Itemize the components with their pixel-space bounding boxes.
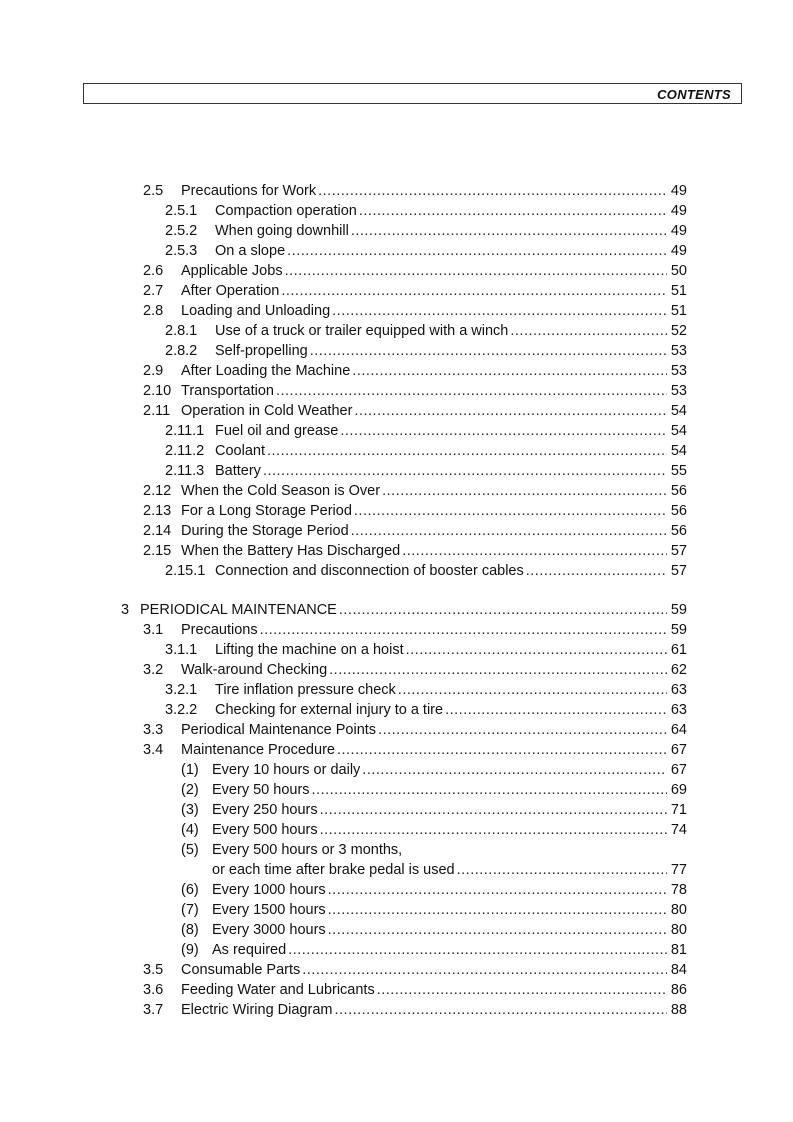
toc-leader-dots <box>263 461 667 481</box>
toc-leader-dots <box>402 541 667 561</box>
toc-entry-title: Operation in Cold Weather <box>181 403 353 419</box>
toc-entry-number: 3.6 <box>143 982 164 998</box>
toc-entry-title: PERIODICAL MAINTENANCE <box>140 602 337 618</box>
toc-entry-title: Consumable Parts <box>181 962 301 978</box>
toc-entry-title: As required <box>212 942 287 958</box>
toc-entry <box>165 341 687 361</box>
toc-entry-number: 2.5.2 <box>165 223 198 239</box>
toc-entry <box>121 600 687 620</box>
toc-entry-number: 2.7 <box>143 283 164 299</box>
toc-entry-page: 51 <box>670 283 687 299</box>
toc-leader-dots <box>406 640 667 660</box>
toc-entry <box>212 860 687 880</box>
toc-entry-page: 86 <box>670 982 687 998</box>
toc-entry-title: Every 1000 hours <box>212 882 326 898</box>
toc-leader-dots <box>288 940 667 960</box>
toc-leader-dots <box>351 521 667 541</box>
contents-header <box>83 83 742 104</box>
toc-entry-page: 56 <box>670 483 687 499</box>
toc-entry <box>143 720 687 740</box>
toc-leader-dots <box>320 820 667 840</box>
toc-entry-page: 57 <box>670 543 687 559</box>
toc-entry <box>143 281 687 301</box>
toc-leader-dots <box>362 760 667 780</box>
toc-leader-dots <box>526 561 667 581</box>
toc-entry-number: 2.5.1 <box>165 203 198 219</box>
toc-entry-number: (3) <box>181 802 199 818</box>
toc-entry <box>181 820 687 840</box>
toc-entry-title: Fuel oil and grease <box>215 423 339 439</box>
toc-leader-dots <box>351 221 667 241</box>
toc-entry-page: 80 <box>670 902 687 918</box>
toc-entry-number: (2) <box>181 782 199 798</box>
toc-entry-title: After Operation <box>181 283 280 299</box>
toc-entry-number: (9) <box>181 942 199 958</box>
toc-entry <box>165 221 687 241</box>
toc-entry-number: 2.5 <box>143 183 164 199</box>
toc-entry-page: 64 <box>670 722 687 738</box>
toc-entry-number: 2.8.2 <box>165 343 198 359</box>
toc-entry <box>143 541 687 561</box>
toc-entry-page: 54 <box>670 423 687 439</box>
toc-entry <box>165 680 687 700</box>
toc-entry <box>181 760 687 780</box>
toc-entry-page: 53 <box>670 363 687 379</box>
toc-leader-dots <box>267 441 667 461</box>
toc-entry-page: 54 <box>670 443 687 459</box>
toc-entry-title: Every 50 hours <box>212 782 310 798</box>
toc-entry <box>165 461 687 481</box>
toc-entry-title: When going downhill <box>215 223 349 239</box>
toc-entry-page: 49 <box>670 223 687 239</box>
toc-leader-dots <box>276 381 667 401</box>
toc-entry <box>143 481 687 501</box>
toc-entry <box>165 640 687 660</box>
toc-entry-title: Coolant <box>215 443 265 459</box>
toc-entry-title: Checking for external injury to a tire <box>215 702 444 718</box>
toc-entry <box>165 700 687 720</box>
toc-entry-number: 2.11.1 <box>165 423 205 439</box>
toc-entry <box>181 840 687 860</box>
toc-entry-page: 54 <box>670 403 687 419</box>
toc-entry <box>165 201 687 221</box>
toc-entry-number: 2.6 <box>143 263 164 279</box>
toc-entry-number: 2.5.3 <box>165 243 198 259</box>
toc-entry <box>181 800 687 820</box>
toc-leader-dots <box>320 800 667 820</box>
toc-entry <box>143 501 687 521</box>
toc-entry-title: Maintenance Procedure <box>181 742 335 758</box>
toc-entry-title: After Loading the Machine <box>181 363 351 379</box>
toc-entry-title: Self-propelling <box>215 343 308 359</box>
toc-entry <box>181 920 687 940</box>
toc-entry-title: Every 10 hours or daily <box>212 762 361 778</box>
toc-entry-number: (8) <box>181 922 199 938</box>
toc-entry-page: 56 <box>670 503 687 519</box>
toc-entry-page: 62 <box>670 662 687 678</box>
toc-entry <box>143 660 687 680</box>
toc-entry-number: 2.9 <box>143 363 164 379</box>
toc-entry <box>181 780 687 800</box>
toc-entry <box>165 561 687 581</box>
toc-entry <box>143 261 687 281</box>
toc-entry <box>181 900 687 920</box>
toc-entry <box>181 940 687 960</box>
toc-entry-number: 2.11.2 <box>165 443 205 459</box>
toc-entry-page: 88 <box>670 1002 687 1018</box>
toc-entry <box>165 441 687 461</box>
toc-leader-dots <box>312 780 667 800</box>
toc-entry-number: 2.11 <box>143 403 171 419</box>
toc-entry-page: 59 <box>670 622 687 638</box>
toc-entry-page: 63 <box>670 682 687 698</box>
toc-leader-dots <box>398 680 667 700</box>
toc-entry-title: Every 3000 hours <box>212 922 326 938</box>
toc-entry <box>165 321 687 341</box>
toc-entry-title: On a slope <box>215 243 286 259</box>
toc-leader-dots <box>302 960 667 980</box>
toc-leader-dots <box>260 620 667 640</box>
toc-entry-page: 49 <box>670 183 687 199</box>
toc-entry-number: 2.15.1 <box>165 563 206 579</box>
toc-entry-title: Use of a truck or trailer equipped with a winch <box>215 323 509 339</box>
toc-entry-page: 67 <box>670 742 687 758</box>
toc-leader-dots <box>340 421 667 441</box>
toc-entry-number: (4) <box>181 822 199 838</box>
toc-leader-dots <box>339 600 667 620</box>
toc-entry-page: 67 <box>670 762 687 778</box>
toc-entry-title: Every 250 hours <box>212 802 318 818</box>
toc-entry-number: 2.10 <box>143 383 172 399</box>
toc-entry-page: 69 <box>670 782 687 798</box>
toc-entry-title: Tire inflation pressure check <box>215 682 396 698</box>
toc-entry-number: 2.11.3 <box>165 463 205 479</box>
toc-entry-number: 3.1.1 <box>165 642 198 658</box>
toc-entry <box>143 381 687 401</box>
toc-entry-title: During the Storage Period <box>181 523 349 539</box>
toc-leader-dots <box>332 301 667 321</box>
toc-entry-page: 56 <box>670 523 687 539</box>
toc-entry <box>143 960 687 980</box>
toc-leader-dots <box>510 321 667 341</box>
toc-entry-title: Feeding Water and Lubricants <box>181 982 375 998</box>
toc-leader-dots <box>328 920 667 940</box>
toc-entry-page: 77 <box>670 862 687 878</box>
toc-entry-title: Compaction operation <box>215 203 357 219</box>
toc-entry-title: Applicable Jobs <box>181 263 283 279</box>
toc-entry <box>143 620 687 640</box>
toc-entry <box>143 521 687 541</box>
toc-entry-page: 57 <box>670 563 687 579</box>
toc-entry-page: 80 <box>670 922 687 938</box>
toc-entry-number: 2.8.1 <box>165 323 198 339</box>
toc-entry <box>143 1000 687 1020</box>
toc-entry-title: Lifting the machine on a hoist <box>215 642 404 658</box>
toc-entry-number: (5) <box>181 842 199 858</box>
toc-entry-title: Battery <box>215 463 261 479</box>
toc-entry-number: (7) <box>181 902 199 918</box>
toc-leader-dots <box>354 501 667 521</box>
toc-entry-number: 3.4 <box>143 742 164 758</box>
toc-entry-page: 49 <box>670 243 687 259</box>
header-title: CONTENTS <box>657 87 731 102</box>
toc-leader-dots <box>328 880 667 900</box>
toc-leader-dots <box>337 740 667 760</box>
toc-entry-title: Precautions <box>181 622 258 638</box>
toc-entry-page: 71 <box>670 802 687 818</box>
toc-entry-page: 61 <box>670 642 687 658</box>
toc-entry <box>143 361 687 381</box>
toc-entry <box>143 740 687 760</box>
toc-entry-number: 2.14 <box>143 523 172 539</box>
toc-leader-dots <box>377 980 667 1000</box>
toc-entry-number: 3.7 <box>143 1002 164 1018</box>
toc-leader-dots <box>285 261 667 281</box>
toc-entry-number: 3.2.1 <box>165 682 198 698</box>
toc-entry-page: 84 <box>670 962 687 978</box>
toc-entry-title: Loading and Unloading <box>181 303 331 319</box>
toc-entry-title: Walk-around Checking <box>181 662 328 678</box>
toc-entry-page: 53 <box>670 383 687 399</box>
toc-entry-page: 53 <box>670 343 687 359</box>
toc-entry-number: 2.15 <box>143 543 172 559</box>
toc-entry <box>143 301 687 321</box>
toc-entry-title: Every 1500 hours <box>212 902 326 918</box>
toc-entry-number: 2.13 <box>143 503 172 519</box>
toc-entry-title: Transportation <box>181 383 274 399</box>
toc-leader-dots <box>328 900 667 920</box>
toc-entry-title: Electric Wiring Diagram <box>181 1002 333 1018</box>
toc-entry-page: 51 <box>670 303 687 319</box>
toc-entry-page: 81 <box>670 942 687 958</box>
toc-entry-title: or each time after brake pedal is used <box>212 862 455 878</box>
toc-entry-page: 74 <box>670 822 687 838</box>
toc-entry-title: Periodical Maintenance Points <box>181 722 377 738</box>
toc-leader-dots <box>329 660 667 680</box>
toc-entry-page: 78 <box>670 882 687 898</box>
toc-leader-dots <box>354 401 667 421</box>
toc-entry-number: (1) <box>181 762 199 778</box>
toc-leader-dots <box>457 860 667 880</box>
toc-entry <box>165 421 687 441</box>
toc-entry-title: When the Battery Has Discharged <box>181 543 401 559</box>
toc-entry-number: 3.5 <box>143 962 164 978</box>
toc-entry <box>181 880 687 900</box>
toc-entry-number: (6) <box>181 882 199 898</box>
toc-entry-page: 49 <box>670 203 687 219</box>
toc-entry-title: When the Cold Season is Over <box>181 483 381 499</box>
toc-entry-number: 3.2.2 <box>165 702 198 718</box>
toc-leader-dots <box>359 201 667 221</box>
toc-entry-title: Precautions for Work <box>181 183 317 199</box>
toc-entry <box>143 401 687 421</box>
toc-entry-page: 52 <box>670 323 687 339</box>
toc-entry-title: Connection and disconnection of booster cables <box>215 563 524 579</box>
toc-entry-number: 3 <box>121 602 130 618</box>
toc-entry-number: 3.1 <box>143 622 164 638</box>
toc-entry-title: Every 500 hours or 3 months, <box>212 842 403 858</box>
toc-entry-title: Every 500 hours <box>212 822 318 838</box>
toc-leader-dots <box>318 181 667 201</box>
toc-entry <box>143 181 687 201</box>
toc-leader-dots <box>334 1000 667 1020</box>
toc-leader-dots <box>378 720 667 740</box>
toc-leader-dots <box>445 700 667 720</box>
toc-entry-page: 59 <box>670 602 687 618</box>
toc-leader-dots <box>310 341 667 361</box>
toc-entry-number: 3.3 <box>143 722 164 738</box>
toc-leader-dots <box>352 361 667 381</box>
toc-entry <box>165 241 687 261</box>
toc-entry-title: For a Long Storage Period <box>181 503 352 519</box>
toc-entry-number: 2.8 <box>143 303 164 319</box>
toc-leader-dots <box>287 241 667 261</box>
toc-entry-number: 2.12 <box>143 483 172 499</box>
toc-entry-page: 63 <box>670 702 687 718</box>
toc-entry-page: 50 <box>670 263 687 279</box>
toc-leader-dots <box>281 281 667 301</box>
toc-entry-page: 55 <box>670 463 687 479</box>
toc-leader-dots <box>382 481 667 501</box>
toc-entry-number: 3.2 <box>143 662 164 678</box>
toc-entry <box>143 980 687 1000</box>
